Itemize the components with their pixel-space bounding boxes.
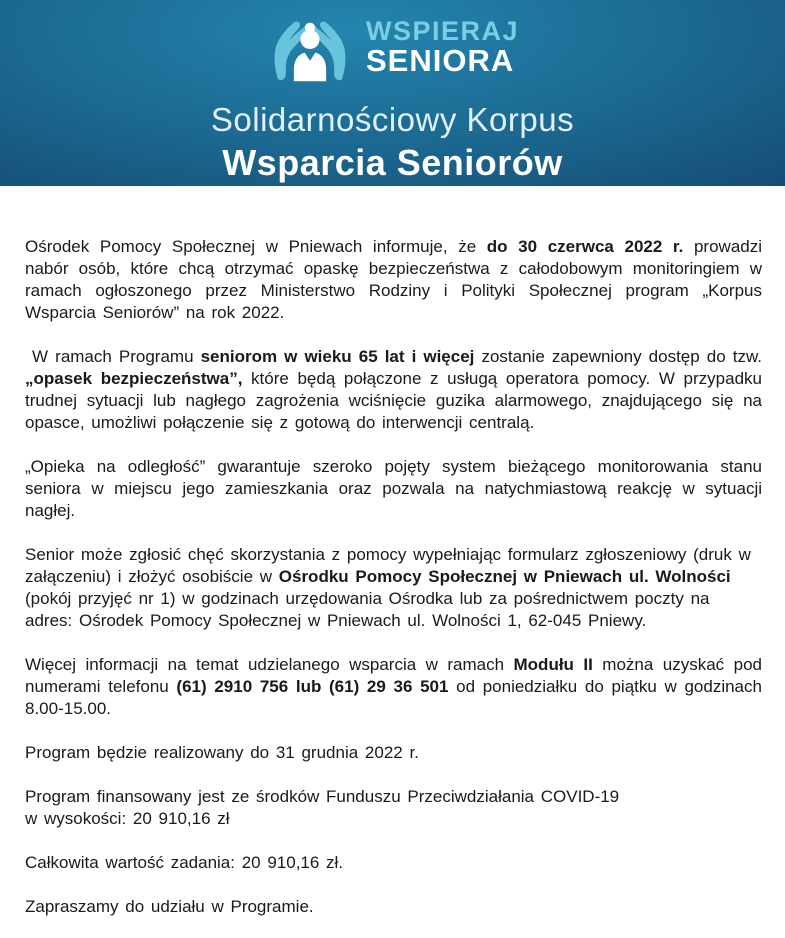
paragraph: [25, 742, 762, 764]
paragraph: [25, 346, 762, 434]
paragraph: [25, 654, 762, 720]
text-run: „Opieka na odległość” gwarantuje szeroko pojęty system bieżącego monitorowania stanu seniora w miejscu jego zamieszkania oraz pozwala na natychmiastową reakcję w sytuacji nagłej.: [25, 457, 762, 520]
logo-wordmark: [366, 17, 519, 82]
text-run: Więcej informacji na temat udzielanego wsparcia w ramach: [25, 655, 514, 674]
text-run: Ośrodek Pomocy Społecznej w Pniewach informuje, że: [25, 237, 487, 256]
paragraph: [25, 456, 762, 522]
logo-wordmark-top: WSPIERAJ: [365, 15, 520, 46]
article-body: [0, 186, 785, 918]
text-run: Program finansowany jest ze środków Funduszu Przeciwdziałania COVID-19: [25, 787, 620, 806]
text-run: W ramach Programu: [25, 347, 201, 366]
bold-text-run: (61) 2910 756 lub (61) 29 36 501: [176, 677, 449, 696]
paragraph: [25, 786, 762, 830]
text-run: można uzyskać pod numerami telefonu: [25, 655, 762, 696]
text-run: zostanie zapewniony dostęp do tzw.: [474, 347, 763, 366]
bold-text-run: seniorom w wieku 65 lat i więcej: [200, 347, 475, 366]
text-run: prowadzi nabór osób, które chcą otrzymać opaskę bezpieczeństwa z całodobowym monitoringiem w ramach ogłoszonego przez Ministerstwo Rodziny i Polityki Społecznej program „Korpus Wsparcia Seniorów” na rok 2022.: [25, 237, 763, 322]
text-run: Całkowita wartość zadania: 20 910,16 zł.: [25, 853, 344, 872]
logo-wordmark-bottom: SENIORA: [365, 42, 515, 78]
text-run: w wysokości: 20 910,16 zł: [25, 809, 230, 828]
bold-text-run: Modułu II: [513, 655, 593, 674]
paragraph: [25, 896, 762, 918]
banner-title-line1: Solidarnościowy Korpus: [210, 101, 575, 138]
text-run: Program będzie realizowany do 31 grudnia 2022 r.: [25, 743, 419, 762]
bold-text-run: do 30 czerwca 2022 r.: [486, 237, 684, 256]
text-run: od poniedziałku do piątku w godzinach 8.00-15.00.: [25, 677, 762, 718]
program-logo: [266, 9, 519, 89]
text-run: Senior może zgłosić chęć skorzystania z pomocy wypełniając formularz zgłoszeniowy (druk w załączeniu) i złożyć osobiście w: [25, 545, 751, 586]
text-run: które będą połączone z usługą operatora pomocy. W przypadku trudnej sytuacji lub nagłego zagrożenia wciśnięcie guzika alarmowego, znajdującego się na opasce, umożliwi połączenie się z gotową do interwencji centralą.: [25, 369, 762, 432]
paragraph: [25, 236, 762, 324]
banner: [0, 0, 785, 186]
text-run: (pokój przyjęć nr 1) w godzinach urzędowania Ośrodka lub za pośrednictwem poczty na adres: Ośrodek Pomocy Społecznej w Pniewach ul. Wolności 1, 62-045 Pniewy.: [25, 589, 710, 630]
bold-text-run: Ośrodku Pomocy Społecznej w Pniewach ul. Wolności: [278, 567, 731, 586]
banner-title-line2: Wsparcia Seniorów: [222, 142, 563, 183]
bold-text-run: „opasek bezpieczeństwa”,: [25, 369, 243, 388]
text-run: Zapraszamy do udziału w Programie.: [25, 897, 314, 916]
paragraph: [25, 852, 762, 874]
paragraph: [25, 544, 762, 632]
hands-protecting-person-icon: [266, 9, 354, 89]
